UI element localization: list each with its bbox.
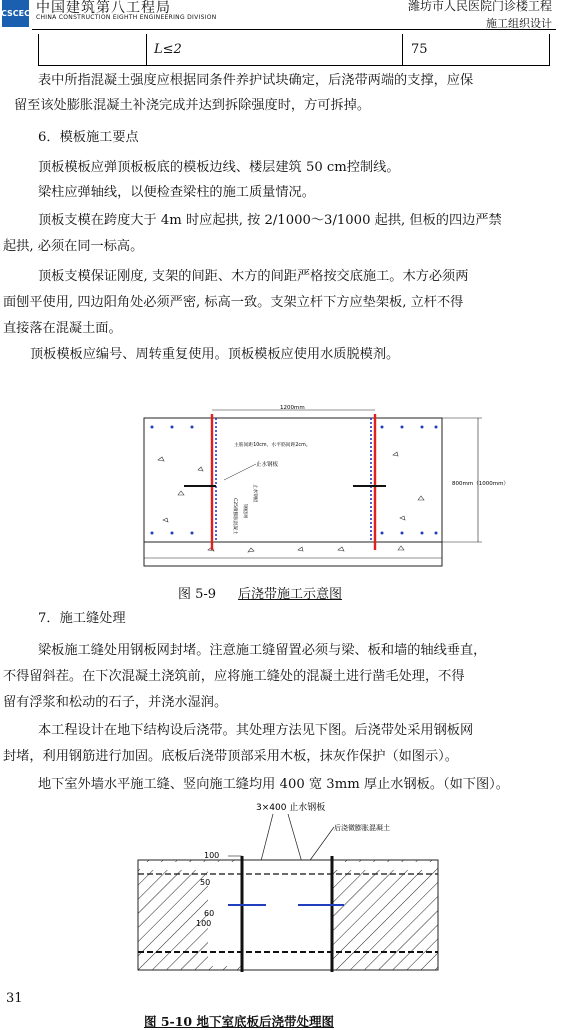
strength-table-row — [38, 34, 550, 66]
paragraph-1a: 表中所指混凝土强度应根据同条件养护试块确定，后浇带两端的支撑，应保 — [38, 73, 474, 88]
figure-5-9-number: 图 5-9 — [178, 587, 217, 602]
figure-5-9-title: 后浇带施工示意图 — [238, 587, 343, 602]
plate-label-vertical: 止水钢板 — [252, 484, 257, 503]
company-name-en: CHINA CONSTRUCTION EIGHTH ENGINEERING DIVISION — [36, 14, 217, 21]
paragraph-5a: 顶板支模保证刚度, 支架的间距、木方的间距严格按交底施工。木方必须两 — [38, 269, 469, 284]
paragraph-6: 顶板模板应编号、周转重复使用。顶板模板应使用水质脱模剂。 — [30, 347, 400, 362]
section-heading-6: 6．模板施工要点 — [38, 130, 139, 145]
header-rule — [32, 29, 556, 30]
concrete-type-label: C25微膨胀混凝土 — [232, 498, 237, 535]
dim-50-label: 50 — [200, 878, 211, 887]
concrete-slab-outline — [144, 418, 442, 566]
plate-size-label: 3×400 止水钢板 — [256, 803, 326, 813]
table-cell-empty — [39, 34, 147, 65]
dim-60-label: 60 — [204, 909, 215, 918]
paragraph-3: 梁柱应弹轴线，以便检查梁柱的施工质量情况。 — [38, 185, 315, 200]
paragraph-9: 地下室外墙水平施工缝、竖向施工缝均用 400 宽 3mm 厚止水钢板。（如下图）。 — [38, 777, 509, 792]
dim-100-left-label: 100 — [196, 919, 212, 928]
table-cell-condition: L≤2 — [146, 34, 403, 65]
basement-slab-strip-diagram — [138, 800, 454, 988]
slab-right — [332, 860, 438, 970]
slab-right-top-band — [334, 862, 436, 870]
paragraph-5c: 直接落在混凝土面。 — [3, 321, 122, 336]
paragraph-2: 顶板模板应弹顶板板底的模板边线、楼层建筑 50 cm控制线。 — [38, 160, 400, 175]
post-pour-strip-diagram — [138, 400, 509, 582]
mesh-label: 钢板网 — [242, 504, 247, 518]
concrete-fill-label: 后浇微膨胀混凝土 — [334, 824, 390, 832]
paragraph-4b: 起拱, 必须在同一标高。 — [3, 239, 144, 254]
paragraph-5b: 面刨平使用, 四边阳角处必须严密, 标高一致。支架立杆下方应垫架板, 立杆不得 — [3, 295, 464, 310]
company-name: 中国建筑第八工程局 — [36, 0, 171, 16]
dimension-top-label: 1200mm — [280, 405, 305, 411]
water-stop-label: 止水钢板 — [256, 462, 279, 468]
document-type: 施工组织设计 — [486, 17, 552, 30]
dimension-side-label: 800mm（1000mm） — [452, 481, 509, 487]
figure-5-10-caption: 图 5-10 地下室底板后浇带处理图 — [144, 1014, 334, 1029]
page-number: 31 — [6, 991, 23, 1006]
company-logo: CSCEC — [2, 0, 29, 27]
project-name: 潍坊市人民医院门诊楼工程 — [407, 0, 552, 13]
paragraph-4a: 顶板支模在跨度大于 4m 时应起拱, 按 2/1000～3/1000 起拱, 但板的四边严禁 — [38, 213, 502, 228]
section-heading-7: 7．施工缝处理 — [38, 611, 126, 626]
paragraph-7c: 留有浮浆和松动的石子，并浇水湿润。 — [3, 695, 228, 710]
paragraph-8b: 封堵，利用钢筋进行加固。底板后浇带顶部采用木板，抹灰作保护（如图示）。 — [3, 749, 458, 764]
paragraph-7a: 梁板施工缝处用钢板网封堵。注意施工缝留置必须与梁、板和墙的轴线垂直， — [38, 643, 487, 658]
pour-strip-gap — [242, 860, 332, 970]
dim-100-top-label: 100 — [204, 851, 220, 860]
rebar-spacing-label: 主筋间距10cm，水平筋间距2cm。 — [234, 443, 311, 448]
paragraph-7b: 不得留斜茬。在下次混凝土浇筑前，应将施工缝处的混凝土进行凿毛处理，不得 — [3, 669, 465, 684]
paragraph-1b: 留至该处膨胀混凝土补浇完成并达到拆除强度时，方可拆掉。 — [14, 98, 371, 113]
table-cell-value: 75 — [411, 42, 428, 57]
paragraph-8a: 本工程设计在地下结构设后浇带。其处理方法见下图。后浇带处采用钢板网 — [38, 723, 474, 738]
